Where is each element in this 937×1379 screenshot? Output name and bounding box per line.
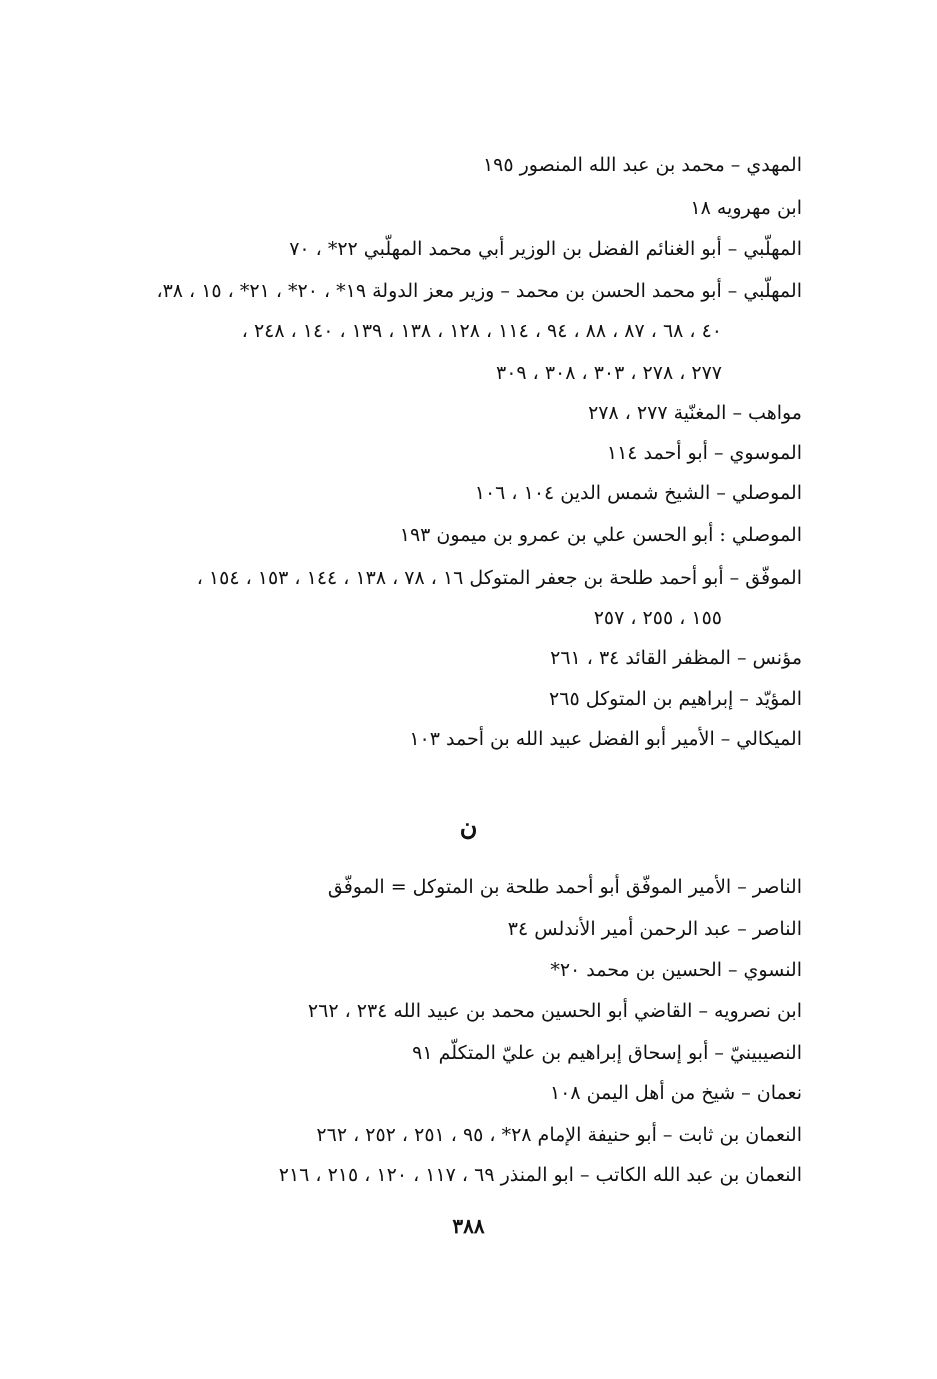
index-entry: الميكالي – الأمير أبو الفضل عبيد الله بن أحمد ١٠٣ bbox=[409, 728, 802, 750]
index-entry: ابن نصرويه – القاضي أبو الحسين محمد بن عبيد الله ٢٣٤ ، ٢٦٢ bbox=[307, 1000, 802, 1022]
index-entry: النصيبينيّ – أبو إسحاق إبراهيم بن عليّ المتكلّم ٩١ bbox=[412, 1042, 802, 1064]
index-entry: النعمان بن ثابت – أبو حنيفة الإمام ٢٨* ، ٩٥ ، ٢٥١ ، ٢٥٢ ، ٢٦٢ bbox=[316, 1124, 802, 1146]
index-entry: النسوي – الحسين بن محمد ٢٠* bbox=[550, 959, 802, 981]
index-entry: الموصلي – الشيخ شمس الدين ١٠٤ ، ١٠٦ bbox=[474, 482, 802, 504]
index-entry: مؤنس – المظفر القائد ٣٤ ، ٢٦١ bbox=[550, 647, 802, 669]
section-letter-heading: ن bbox=[459, 812, 478, 841]
index-entry: نعمان – شيخ من أهل اليمن ١٠٨ bbox=[549, 1082, 802, 1104]
index-entry: الموسوي – أبو أحمد ١١٤ bbox=[606, 442, 802, 464]
index-entry: ابن مهرويه ١٨ bbox=[690, 197, 802, 219]
index-entry-continuation: ١٥٥ ، ٢٥٥ ، ٢٥٧ bbox=[593, 607, 722, 629]
index-entry: الناصر – عبد الرحمن أمير الأندلس ٣٤ bbox=[507, 918, 802, 940]
index-entry: المهدي – محمد بن عبد الله المنصور ١٩٥ bbox=[482, 154, 802, 176]
page-number: ٣٨٨ bbox=[452, 1214, 485, 1238]
index-entry: المهلّبي – أبو محمد الحسن بن محمد – وزير معز الدولة ١٩* ، ٢٠* ، ٢١* ، ١٥ ، ٣٨، bbox=[156, 280, 802, 302]
index-entry: الموفّق – أبو أحمد طلحة بن جعفر المتوكل ١٦ ، ٧٨ ، ١٣٨ ، ١٤٤ ، ١٥٣ ، ١٥٤ ، bbox=[196, 567, 802, 589]
index-entry: المؤيّد – إبراهيم بن المتوكل ٢٦٥ bbox=[549, 688, 802, 710]
index-entry: المهلّبي – أبو الغنائم الفضل بن الوزير أبي محمد المهلّبي ٢٢* ، ٧٠ bbox=[289, 238, 802, 260]
index-entry: الموصلي : أبو الحسن علي بن عمرو بن ميمون ١٩٣ bbox=[399, 524, 802, 546]
index-entry: النعمان بن عبد الله الكاتب – ابو المنذر ٦٩ ، ١١٧ ، ١٢٠ ، ٢١٥ ، ٢١٦ bbox=[278, 1164, 802, 1186]
index-entry-continuation: ٢٧٧ ، ٢٧٨ ، ٣٠٣ ، ٣٠٨ ، ٣٠٩ bbox=[496, 362, 722, 384]
index-entry: الناصر – الأمير الموفّق أبو أحمد طلحة بن المتوكل = الموفّق bbox=[327, 876, 802, 898]
index-entry-continuation: ٤٠ ، ٦٨ ، ٨٧ ، ٨٨ ، ٩٤ ، ١١٤ ، ١٢٨ ، ١٣٨ ، ١٣٩ ، ١٤٠ ، ٢٤٨ ، bbox=[241, 320, 722, 342]
index-entry: مواهب – المغنّية ٢٧٧ ، ٢٧٨ bbox=[588, 402, 802, 424]
